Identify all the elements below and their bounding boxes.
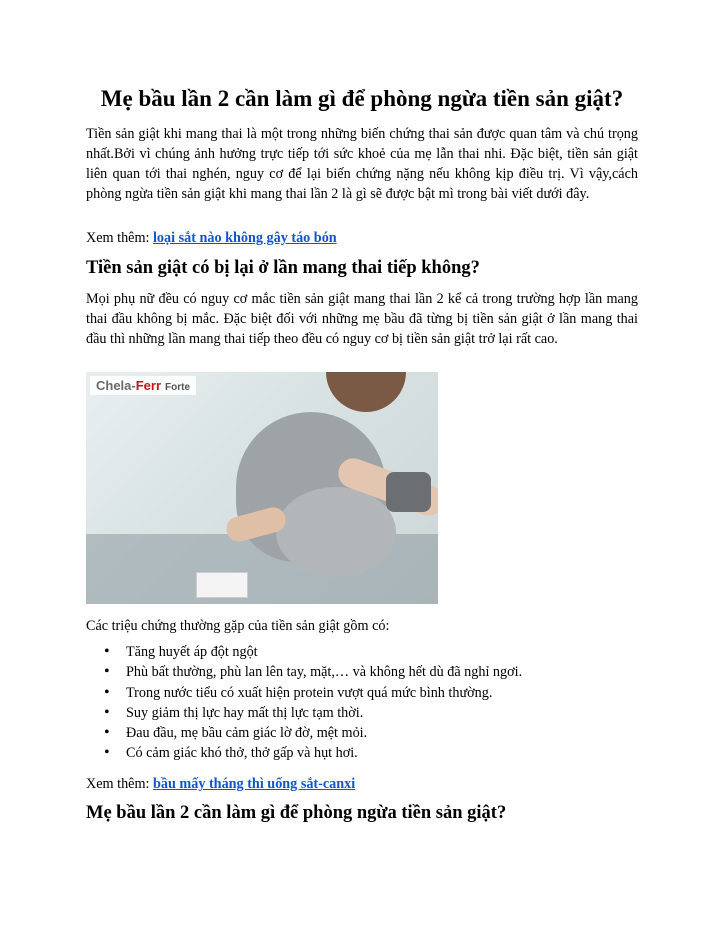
page-title: Mẹ bầu lần 2 cần làm gì để phòng ngừa tiền sản giật? <box>100 86 624 111</box>
intro-paragraph: Tiền sản giật khi mang thai là một trong những biến chứng thai sản được quan tâm và chú trọng nhất.Bởi vì chúng ảnh hưởng trực tiếp tới sức khoẻ của mẹ lẫn thai nhi. Đặc biệt, tiền sản giật liên quan tới thai nghén, nguy cơ để lại biến chứng nặng nếu không kịp điều trị. Vì vậy,cách phòng ngừa tiền sản giật khi mang thai lần 2 là gì sẽ được bật mì trong bài viết dưới đây. <box>86 126 638 202</box>
see-more-1 <box>86 228 638 248</box>
see-more-link-2[interactable]: bầu mấy tháng thì uống sắt-canxi <box>152 776 356 792</box>
see-more-prefix: Xem thêm: <box>86 230 153 246</box>
list-item: • Phù bất thường, phù lan lên tay, mặt,… và không hết dù đã nghỉ ngơi. <box>86 662 522 682</box>
brand-logo: Chela-Ferr Forte <box>90 376 196 395</box>
blood-pressure-monitor <box>196 572 248 598</box>
symptoms-intro: Các triệu chứng thường gặp của tiền sản giật gồm có: <box>86 618 390 634</box>
see-more-link-1[interactable]: loại sắt nào không gây táo bón <box>152 230 337 246</box>
list-item: • Có cảm giác khó thở, thở gấp và hụt hơi. <box>86 743 522 763</box>
section-1-paragraph: Mọi phụ nữ đều có nguy cơ mắc tiền sản giật mang thai lần 2 kể cả trong trường hợp lần mang thai đầu không bị mắc. Đặc biệt đối với những mẹ bầu đã từng bị tiền sản giật ở lần mang thai đầu thì những lần mang thai tiếp theo đều có nguy cơ bị tiền sản giật trở lại rất cao. <box>86 291 638 347</box>
list-item: • Suy giảm thị lực hay mất thị lực tạm thời. <box>86 703 522 723</box>
photo-belly <box>276 487 396 577</box>
list-item: • Trong nước tiểu có xuất hiện protein vượt quá mức bình thường. <box>86 683 522 703</box>
section-heading-2: Mẹ bầu lần 2 cần làm gì để phòng ngừa tiền sản giật? <box>86 803 507 823</box>
see-more-prefix: Xem thêm: <box>86 776 153 792</box>
symptoms-list <box>86 642 522 764</box>
pregnant-woman-photo <box>86 372 438 604</box>
list-item: • Tăng huyết áp đột ngột <box>86 642 522 662</box>
section-heading-1: Tiền sản giật có bị lại ở lần mang thai tiếp không? <box>86 258 480 278</box>
photo-hair <box>326 372 406 412</box>
see-more-2 <box>86 774 638 794</box>
list-item: • Đau đầu, mẹ bầu cảm giác lờ đờ, mệt mỏi. <box>86 723 522 743</box>
blood-pressure-cuff <box>386 472 431 512</box>
